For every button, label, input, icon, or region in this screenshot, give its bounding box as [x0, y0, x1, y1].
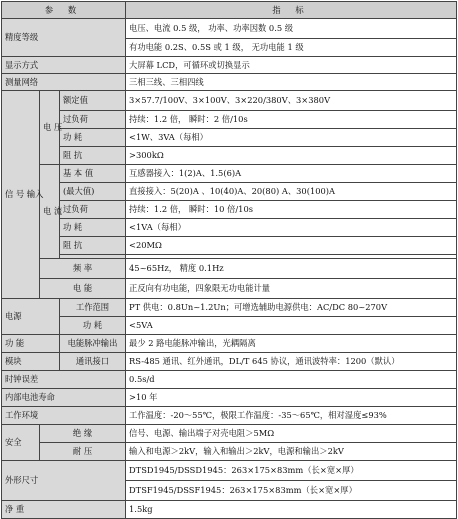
power-consumption-value: <5VA [126, 317, 457, 335]
row-power-range [2, 299, 457, 317]
row-voltage-rated [2, 91, 457, 111]
energy-value: 正反向有功电能，四象限无功电能计量 [126, 279, 457, 299]
signal-input-label: 信 号 输入 [2, 91, 40, 299]
current-basic-label2: (最大值) [60, 183, 126, 201]
environment-value: 工作温度：-20～55℃，极限工作温度：-35～65℃，相对湿度≤93% [126, 407, 457, 425]
row-current-basic-1 [2, 165, 457, 183]
safety-label: 安全 [2, 425, 40, 461]
voltage-rated-value: 3×57.7/100V、3×100V、3×220/380V、3×380V [126, 91, 457, 111]
current-basic-value1: 互感器接入：1(2)A、1.5(6)A [126, 165, 457, 183]
power-range-value: PT 供电：0.8Un~1.2Un；可增选辅助电源供电：AC/DC 80~270V [126, 299, 457, 317]
voltage-rated-label: 额定值 [60, 91, 126, 111]
row-display [2, 57, 457, 74]
accuracy-line1: 电压、电流 0.5 级， 功率、功率因数 0.5 级 [126, 19, 457, 39]
voltage-overload-label: 过负荷 [60, 111, 126, 129]
row-weight [2, 501, 457, 519]
header-row [2, 2, 457, 19]
battery-value: >10 年 [126, 389, 457, 407]
module-label2: 模块 [2, 353, 60, 371]
spec-table [1, 1, 457, 519]
environment-label: 工作环境 [2, 407, 126, 425]
display-value: 大屏幕 LCD，可循环或切换显示 [126, 57, 457, 74]
voltage-label: 电 压 [40, 91, 60, 165]
network-value: 三相三线、三相四线 [126, 74, 457, 91]
voltage-power-label: 功 耗 [60, 129, 126, 147]
current-overload-value: 持续：1.2 倍， 瞬时：10 倍/10s [126, 201, 457, 219]
row-network [2, 74, 457, 91]
row-safety-withstand [2, 443, 457, 461]
row-clock [2, 371, 457, 389]
accuracy-label: 精度等级 [2, 19, 126, 57]
row-module-pulse [2, 335, 457, 353]
voltage-impedance-label: 阻 抗 [60, 147, 126, 165]
network-label: 测量网络 [2, 74, 126, 91]
row-safety-insulation [2, 425, 457, 443]
row-environment [2, 407, 457, 425]
row-module-comm [2, 353, 457, 371]
voltage-power-value: <1W、3VA（每相） [126, 129, 457, 147]
row-voltage-overload [2, 111, 457, 129]
row-current-overload [2, 201, 457, 219]
row-current-power [2, 219, 457, 237]
row-energy [2, 279, 457, 299]
withstand-value: 输入和电源＞2kV，输入和输出＞2kV，电源和输出＞2kV [126, 443, 457, 461]
dimensions-line2: DTSF1945/DSSF1945：263×175×83mm（长×宽×厚） [126, 481, 457, 501]
module-pulse-value: 最少 2 路电能脉冲输出，光耦隔离 [126, 335, 457, 353]
current-label: 电 流 [40, 165, 60, 259]
energy-label: 电 能 [40, 279, 126, 299]
module-pulse-label: 电能脉冲输出 [60, 335, 126, 353]
insulation-label: 绝 缘 [40, 425, 126, 443]
module-comm-value: RS-485 通讯、红外通讯，DL/T 645 协议，通讯波特率：1200（默认） [126, 353, 457, 371]
voltage-overload-value: 持续：1.2 倍， 瞬时：2 倍/10s [126, 111, 457, 129]
row-voltage-power [2, 129, 457, 147]
row-frequency [2, 259, 457, 279]
dimensions-line1: DTSD1945/DSSD1945：263×175×83mm（长×宽×厚） [126, 461, 457, 481]
current-basic-label1: 基 本 值 [60, 165, 126, 183]
clock-label: 时钟误差 [2, 371, 126, 389]
frequency-label: 频 率 [40, 259, 126, 279]
power-range-label: 工作范围 [60, 299, 126, 317]
dimensions-label: 外形尺寸 [2, 461, 126, 501]
current-basic-value2: 直接接入：5(20)A 、10(40)A、20(80) A、30(100)A [126, 183, 457, 201]
header-param: 参 数 [2, 2, 126, 19]
power-consumption-label: 功 耗 [60, 317, 126, 335]
row-current-basic-2 [2, 183, 457, 201]
battery-label: 内部电池寿命 [2, 389, 126, 407]
current-impedance-value: <20MΩ [126, 237, 457, 255]
row-battery [2, 389, 457, 407]
current-impedance-label: 阻 抗 [60, 237, 126, 255]
module-label1: 功 能 [2, 335, 60, 353]
weight-label: 净 重 [2, 501, 126, 519]
voltage-impedance-value: >300kΩ [126, 147, 457, 165]
row-accuracy [2, 19, 457, 39]
withstand-label: 耐 压 [40, 443, 126, 461]
clock-value: 0.5s/d [126, 371, 457, 389]
display-label: 显示方式 [2, 57, 126, 74]
row-voltage-impedance [2, 147, 457, 165]
power-supply-label: 电源 [2, 299, 60, 335]
module-comm-label: 通讯接口 [60, 353, 126, 371]
weight-value: 1.5kg [126, 501, 457, 519]
header-spec: 指 标 [126, 2, 457, 19]
row-dimensions-1 [2, 461, 457, 481]
current-power-value: <1VA（每相） [126, 219, 457, 237]
current-overload-label: 过负荷 [60, 201, 126, 219]
current-power-label: 功 耗 [60, 219, 126, 237]
insulation-value: 信号、电源、输出端子对壳电阻＞5MΩ [126, 425, 457, 443]
frequency-value: 45~65Hz， 精度 0.1Hz [126, 259, 457, 279]
row-current-impedance [2, 237, 457, 255]
accuracy-line2: 有功电能 0.2S、0.5S 或 1 级， 无功电能 1 级 [126, 39, 457, 57]
row-power-consumption [2, 317, 457, 335]
